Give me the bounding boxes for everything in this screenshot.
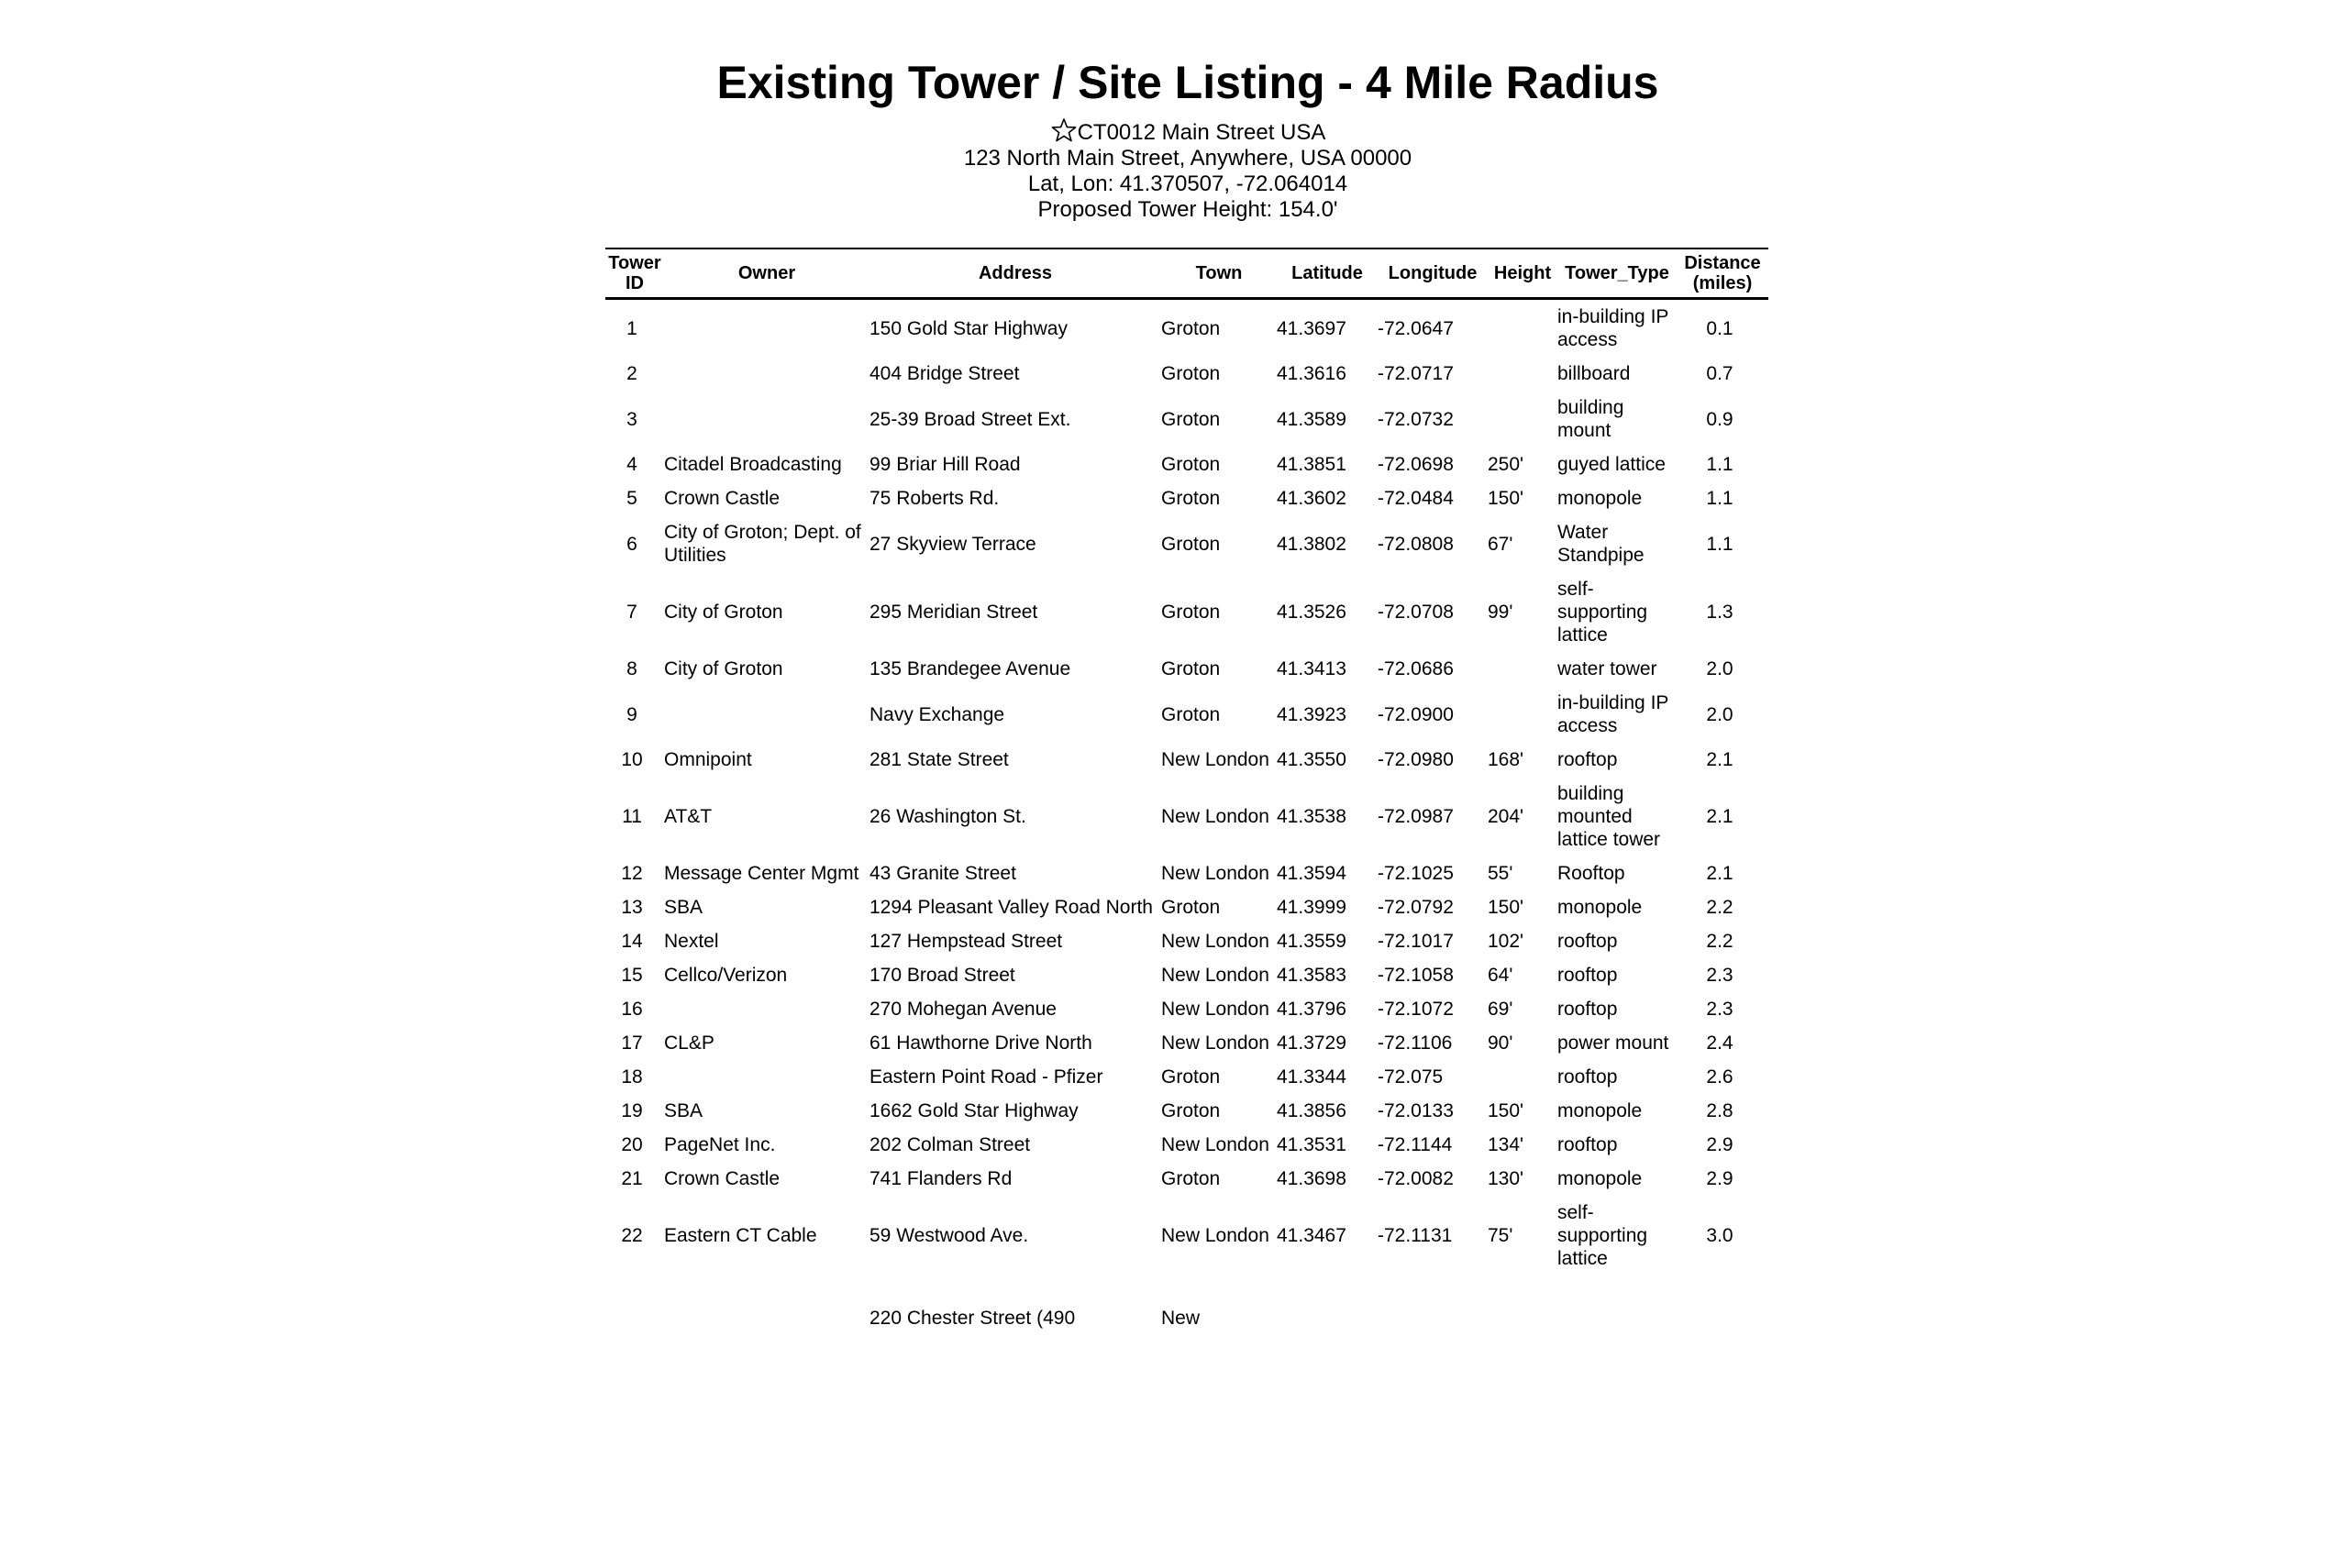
cell-distance: 2.1 bbox=[1706, 806, 1733, 827]
cell-distance: 2.3 bbox=[1706, 999, 1733, 1020]
cell-height bbox=[1488, 686, 1557, 743]
cell-address: 99 Briar Hill Road bbox=[869, 454, 1021, 475]
cell-tower-id bbox=[605, 1275, 664, 1335]
cell-distance: 0.1 bbox=[1706, 317, 1733, 339]
cell-longitude: -72.0792 bbox=[1378, 897, 1454, 918]
cell-tower-type: building mount bbox=[1557, 397, 1624, 441]
cell-tower-id: 19 bbox=[621, 1100, 643, 1121]
cell-owner: Eastern CT Cable bbox=[664, 1225, 817, 1246]
cell-town: New London bbox=[1161, 749, 1269, 770]
cell-address: 127 Hempstead Street bbox=[869, 931, 1063, 952]
cell-tower-id: 1 bbox=[626, 317, 637, 339]
cell-town: Groton bbox=[1161, 602, 1221, 623]
cell-tower-id: 21 bbox=[621, 1168, 643, 1189]
cell-longitude: -72.1106 bbox=[1378, 1032, 1453, 1054]
header-tower-type: Tower_Type bbox=[1557, 248, 1677, 299]
document-page bbox=[605, 55, 1770, 1329]
table-row bbox=[605, 1196, 1768, 1275]
cell-tower-id: 3 bbox=[626, 408, 637, 430]
cell-town: Groton bbox=[1161, 897, 1221, 918]
cell-town: Groton bbox=[1161, 408, 1221, 430]
cell-latitude: 41.3526 bbox=[1277, 602, 1346, 623]
cell-height: 150' bbox=[1488, 897, 1524, 918]
cell-height bbox=[1488, 652, 1557, 686]
cell-latitude: 41.3413 bbox=[1277, 658, 1346, 679]
cell-distance: 2.8 bbox=[1706, 1100, 1733, 1121]
cell-distance: 1.1 bbox=[1706, 533, 1733, 555]
cell-longitude: -72.0133 bbox=[1378, 1100, 1454, 1121]
cell-tower-type: monopole bbox=[1557, 1168, 1643, 1189]
cell-longitude: -72.1131 bbox=[1378, 1225, 1453, 1246]
cell-owner: Omnipoint bbox=[664, 749, 752, 770]
site-name: CT0012 Main Street USA bbox=[1077, 120, 1326, 145]
cell-longitude bbox=[1378, 1275, 1488, 1335]
cell-latitude: 41.3851 bbox=[1277, 454, 1346, 475]
cell-distance: 1.1 bbox=[1706, 454, 1733, 475]
cell-height: 150' bbox=[1488, 488, 1524, 509]
cell-address: 75 Roberts Rd. bbox=[869, 488, 1000, 509]
cell-address: 25-39 Broad Street Ext. bbox=[869, 408, 1071, 430]
table-row bbox=[605, 992, 1768, 1026]
cell-owner bbox=[664, 299, 869, 358]
cell-longitude: -72.0732 bbox=[1378, 408, 1454, 430]
cell-latitude: 41.3796 bbox=[1277, 999, 1346, 1020]
cell-latitude: 41.3550 bbox=[1277, 749, 1346, 770]
cell-distance: 2.0 bbox=[1706, 658, 1733, 679]
cell-longitude: -72.0808 bbox=[1378, 533, 1454, 555]
cell-town: New London bbox=[1161, 1032, 1269, 1054]
cell-height: 250' bbox=[1488, 454, 1524, 475]
cell-distance: 1.3 bbox=[1706, 602, 1733, 623]
cell-longitude: -72.0708 bbox=[1378, 602, 1454, 623]
cell-tower-type: in-building IP access bbox=[1557, 306, 1669, 350]
cell-latitude: 41.3538 bbox=[1277, 806, 1346, 827]
cell-tower-id: 6 bbox=[626, 533, 637, 555]
cell-tower-id: 4 bbox=[626, 454, 637, 475]
table-row bbox=[605, 1060, 1768, 1094]
header-height: Height bbox=[1488, 248, 1557, 299]
cell-tower-type: monopole bbox=[1557, 488, 1643, 509]
cell-address: 59 Westwood Ave. bbox=[869, 1225, 1029, 1246]
cell-height: 55' bbox=[1488, 863, 1513, 884]
table-row bbox=[605, 777, 1768, 856]
table-row bbox=[605, 890, 1768, 924]
cell-owner bbox=[664, 357, 869, 391]
cell-tower-id: 8 bbox=[626, 658, 637, 679]
cell-latitude: 41.3697 bbox=[1277, 317, 1346, 339]
cell-longitude: -72.0484 bbox=[1378, 488, 1454, 509]
cell-owner: City of Groton bbox=[664, 602, 783, 623]
cell-height: 130' bbox=[1488, 1168, 1524, 1189]
cell-tower-type: water tower bbox=[1557, 658, 1657, 679]
cell-distance: 3.0 bbox=[1706, 1225, 1733, 1246]
cell-owner bbox=[664, 992, 869, 1026]
cell-height: 67' bbox=[1488, 533, 1513, 555]
cell-tower-id: 5 bbox=[626, 488, 637, 509]
cell-owner: Message Center Mgmt bbox=[664, 863, 859, 884]
cell-owner: Crown Castle bbox=[664, 488, 781, 509]
cell-tower-id: 9 bbox=[626, 703, 637, 725]
cell-latitude: 41.3559 bbox=[1277, 931, 1346, 952]
site-latlon: Lat, Lon: 41.370507, -72.064014 bbox=[1027, 171, 1348, 196]
cell-height: 75' bbox=[1488, 1225, 1513, 1246]
cell-town: Groton bbox=[1161, 658, 1221, 679]
cell-tower-type: monopole bbox=[1557, 1100, 1643, 1121]
header-address: Address bbox=[869, 248, 1161, 299]
table-row bbox=[605, 357, 1768, 391]
cell-tower-type: self-supporting lattice bbox=[1557, 579, 1648, 646]
cell-distance bbox=[1677, 1275, 1768, 1335]
cell-height bbox=[1488, 391, 1557, 447]
cell-latitude: 41.3999 bbox=[1277, 897, 1346, 918]
cell-address: 27 Skyview Terrace bbox=[869, 533, 1036, 555]
cell-distance: 2.2 bbox=[1706, 897, 1733, 918]
table-row bbox=[605, 481, 1768, 515]
cell-height: 90' bbox=[1488, 1032, 1513, 1054]
cell-latitude: 41.3616 bbox=[1277, 363, 1346, 384]
cell-distance: 2.1 bbox=[1706, 749, 1733, 770]
cell-distance: 0.9 bbox=[1706, 408, 1733, 430]
cell-tower-type: Rooftop bbox=[1557, 863, 1625, 884]
cell-owner bbox=[664, 391, 869, 447]
tower-table bbox=[605, 248, 1768, 1335]
cell-latitude: 41.3467 bbox=[1277, 1225, 1346, 1246]
cell-tower-id: 17 bbox=[621, 1032, 643, 1054]
cell-address: 170 Broad Street bbox=[869, 965, 1015, 986]
cell-latitude: 41.3923 bbox=[1277, 703, 1346, 725]
cell-tower-type: in-building IP access bbox=[1557, 692, 1669, 736]
cell-tower-id: 13 bbox=[621, 897, 643, 918]
cell-town: New London bbox=[1161, 806, 1269, 827]
cell-tower-id: 14 bbox=[621, 931, 643, 952]
cell-town: Groton bbox=[1161, 533, 1221, 555]
proposed-height: Proposed Tower Height: 154.0' bbox=[1037, 197, 1338, 222]
cell-latitude: 41.3729 bbox=[1277, 1032, 1346, 1054]
cell-latitude bbox=[1277, 1275, 1378, 1335]
cell-town: New London bbox=[1161, 999, 1269, 1020]
cell-town: New bbox=[1161, 1308, 1201, 1329]
table-row bbox=[605, 572, 1768, 652]
cell-tower-type: rooftop bbox=[1557, 749, 1618, 770]
cell-tower-type: power mount bbox=[1557, 1032, 1669, 1054]
cell-address: 404 Bridge Street bbox=[869, 363, 1020, 384]
cell-address: Navy Exchange bbox=[869, 703, 1005, 725]
cell-distance: 2.0 bbox=[1706, 703, 1733, 725]
cell-distance: 2.9 bbox=[1706, 1168, 1733, 1189]
cell-tower-type: rooftop bbox=[1557, 1134, 1618, 1155]
header-longitude: Longitude bbox=[1378, 248, 1488, 299]
cell-owner: Nextel bbox=[664, 931, 719, 952]
cell-height: 102' bbox=[1488, 931, 1524, 952]
cell-address: 1662 Gold Star Highway bbox=[869, 1100, 1079, 1121]
cell-distance: 2.4 bbox=[1706, 1032, 1733, 1054]
table-row bbox=[605, 743, 1768, 777]
cell-owner: SBA bbox=[664, 1100, 703, 1121]
cell-address: 295 Meridian Street bbox=[869, 602, 1038, 623]
cell-longitude: -72.1025 bbox=[1378, 863, 1454, 884]
cell-height: 69' bbox=[1488, 999, 1513, 1020]
table-row bbox=[605, 1162, 1768, 1196]
cell-tower-id: 20 bbox=[621, 1134, 643, 1155]
cell-address: 202 Colman Street bbox=[869, 1134, 1031, 1155]
cell-address: 43 Granite Street bbox=[869, 863, 1016, 884]
table-row bbox=[605, 924, 1768, 958]
cell-latitude: 41.3531 bbox=[1277, 1134, 1346, 1155]
cell-distance: 2.9 bbox=[1706, 1134, 1733, 1155]
cell-town: Groton bbox=[1161, 703, 1221, 725]
header-distance: Distance (miles) bbox=[1677, 248, 1768, 299]
cell-longitude: -72.1072 bbox=[1378, 999, 1454, 1020]
cell-address: 1294 Pleasant Valley Road North bbox=[869, 897, 1153, 918]
table-row bbox=[605, 1275, 1768, 1335]
cell-owner bbox=[664, 686, 869, 743]
cell-tower-type: rooftop bbox=[1557, 999, 1618, 1020]
table-body bbox=[605, 299, 1768, 1336]
cell-address: 220 Chester Street (490 bbox=[869, 1308, 1076, 1329]
header-latitude: Latitude bbox=[1277, 248, 1378, 299]
cell-height: 99' bbox=[1488, 602, 1513, 623]
cell-longitude: -72.075 bbox=[1378, 1066, 1444, 1088]
cell-tower-type: monopole bbox=[1557, 897, 1643, 918]
cell-distance: 1.1 bbox=[1706, 488, 1733, 509]
cell-height: 134' bbox=[1488, 1134, 1524, 1155]
cell-town: New London bbox=[1161, 965, 1269, 986]
cell-owner: CL&P bbox=[664, 1032, 714, 1054]
cell-latitude: 41.3602 bbox=[1277, 488, 1346, 509]
cell-tower-id: 2 bbox=[626, 363, 637, 384]
cell-tower-type: billboard bbox=[1557, 363, 1631, 384]
cell-town: Groton bbox=[1161, 454, 1221, 475]
cell-tower-type: rooftop bbox=[1557, 965, 1618, 986]
cell-distance: 0.7 bbox=[1706, 363, 1733, 384]
cell-distance: 2.1 bbox=[1706, 863, 1733, 884]
cell-latitude: 41.3802 bbox=[1277, 533, 1346, 555]
table-row bbox=[605, 391, 1768, 447]
table-row bbox=[605, 686, 1768, 743]
table-row bbox=[605, 1094, 1768, 1128]
cell-owner: City of Groton bbox=[664, 658, 783, 679]
cell-owner: PageNet Inc. bbox=[664, 1134, 776, 1155]
cell-tower-type: guyed lattice bbox=[1557, 454, 1666, 475]
cell-height: 168' bbox=[1488, 749, 1524, 770]
cell-tower-type bbox=[1557, 1275, 1677, 1335]
table-row bbox=[605, 515, 1768, 572]
cell-latitude: 41.3856 bbox=[1277, 1100, 1346, 1121]
header-owner: Owner bbox=[664, 248, 869, 299]
cell-height bbox=[1488, 1060, 1557, 1094]
cell-town: Groton bbox=[1161, 317, 1221, 339]
table-row bbox=[605, 856, 1768, 890]
cell-tower-id: 7 bbox=[626, 602, 637, 623]
cell-distance: 2.6 bbox=[1706, 1066, 1733, 1088]
cell-longitude: -72.0987 bbox=[1378, 806, 1454, 827]
cell-town: Groton bbox=[1161, 1100, 1221, 1121]
cell-address: 135 Brandegee Avenue bbox=[869, 658, 1071, 679]
cell-distance: 2.3 bbox=[1706, 965, 1733, 986]
cell-tower-type: rooftop bbox=[1557, 931, 1618, 952]
cell-town: New London bbox=[1161, 1225, 1269, 1246]
header-tower-id: Tower ID bbox=[605, 248, 664, 299]
cell-address: 150 Gold Star Highway bbox=[869, 317, 1068, 339]
table-row bbox=[605, 958, 1768, 992]
cell-longitude: -72.0900 bbox=[1378, 703, 1454, 725]
cell-latitude: 41.3344 bbox=[1277, 1066, 1346, 1088]
star-icon bbox=[1050, 117, 1078, 143]
cell-tower-id: 11 bbox=[622, 806, 642, 827]
cell-owner: SBA bbox=[664, 897, 703, 918]
cell-address: 61 Hawthorne Drive North bbox=[869, 1032, 1092, 1054]
cell-longitude: -72.0717 bbox=[1378, 363, 1454, 384]
table-header-row bbox=[605, 248, 1768, 299]
site-line bbox=[605, 117, 1770, 146]
cell-address: 26 Washington St. bbox=[869, 806, 1026, 827]
cell-longitude: -72.0082 bbox=[1378, 1168, 1454, 1189]
cell-tower-type: building mounted lattice tower bbox=[1557, 783, 1661, 850]
table-row bbox=[605, 1026, 1768, 1060]
cell-owner bbox=[664, 1060, 869, 1094]
cell-tower-type: rooftop bbox=[1557, 1066, 1618, 1088]
cell-town: Groton bbox=[1161, 1168, 1221, 1189]
cell-owner: City of Groton; Dept. of Utilities bbox=[664, 522, 861, 566]
cell-address: Eastern Point Road - Pfizer bbox=[869, 1066, 1103, 1088]
cell-height bbox=[1488, 299, 1557, 358]
cell-town: Groton bbox=[1161, 363, 1221, 384]
cell-tower-id: 18 bbox=[621, 1066, 643, 1088]
table-row bbox=[605, 299, 1768, 358]
cell-owner: Citadel Broadcasting bbox=[664, 454, 842, 475]
cell-latitude: 41.3698 bbox=[1277, 1168, 1346, 1189]
cell-longitude: -72.1144 bbox=[1378, 1134, 1453, 1155]
cell-town: Groton bbox=[1161, 488, 1221, 509]
table-row bbox=[605, 1128, 1768, 1162]
cell-tower-id: 15 bbox=[621, 965, 643, 986]
cell-owner bbox=[664, 1275, 869, 1335]
cell-owner: Cellco/Verizon bbox=[664, 965, 788, 986]
cell-address: 281 State Street bbox=[869, 749, 1009, 770]
cell-latitude: 41.3583 bbox=[1277, 965, 1346, 986]
cell-height: 64' bbox=[1488, 965, 1513, 986]
cell-longitude: -72.0698 bbox=[1378, 454, 1454, 475]
cell-address: 270 Mohegan Avenue bbox=[869, 999, 1057, 1020]
cell-height bbox=[1488, 357, 1557, 391]
cell-distance: 2.2 bbox=[1706, 931, 1733, 952]
cell-town: New London bbox=[1161, 863, 1269, 884]
cell-height: 150' bbox=[1488, 1100, 1524, 1121]
cell-town: New London bbox=[1161, 931, 1269, 952]
cell-owner: Crown Castle bbox=[664, 1168, 781, 1189]
header-town: Town bbox=[1161, 248, 1277, 299]
site-address: 123 North Main Street, Anywhere, USA 00000 bbox=[963, 146, 1412, 171]
cell-tower-id: 10 bbox=[621, 749, 643, 770]
cell-height: 204' bbox=[1488, 806, 1524, 827]
cell-longitude: -72.0647 bbox=[1378, 317, 1454, 339]
cell-owner: AT&T bbox=[664, 806, 713, 827]
cell-longitude: -72.1017 bbox=[1378, 931, 1454, 952]
cell-longitude: -72.0980 bbox=[1378, 749, 1454, 770]
cell-tower-id: 16 bbox=[621, 999, 643, 1020]
cell-longitude: -72.1058 bbox=[1378, 965, 1454, 986]
cell-address: 741 Flanders Rd bbox=[869, 1168, 1013, 1189]
table-row bbox=[605, 447, 1768, 481]
page-title: Existing Tower / Site Listing - 4 Mile Radius bbox=[716, 57, 1659, 108]
cell-latitude: 41.3589 bbox=[1277, 408, 1346, 430]
cell-latitude: 41.3594 bbox=[1277, 863, 1346, 884]
cell-tower-type: Water Standpipe bbox=[1557, 522, 1645, 566]
cell-tower-type: self-supporting lattice bbox=[1557, 1202, 1648, 1269]
cell-tower-id: 12 bbox=[621, 863, 643, 884]
cell-tower-id: 22 bbox=[621, 1225, 643, 1246]
cell-town: Groton bbox=[1161, 1066, 1221, 1088]
cell-town: New London bbox=[1161, 1134, 1269, 1155]
cell-height bbox=[1488, 1275, 1557, 1335]
table-row bbox=[605, 652, 1768, 686]
cell-longitude: -72.0686 bbox=[1378, 658, 1454, 679]
